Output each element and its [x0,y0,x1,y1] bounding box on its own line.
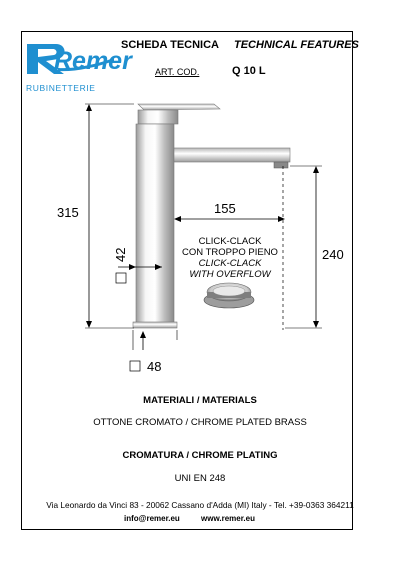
square-symbol-42 [116,273,126,283]
dim-315-label: 315 [57,205,79,220]
aerator [274,162,288,168]
faucet-body [136,124,174,326]
handle-block [138,110,178,124]
title-italian: SCHEDA TECNICA [121,39,219,51]
footer-website[interactable]: www.remer.eu [201,514,255,523]
drain-caption-line1: CLICK-CLACK [198,236,262,247]
drain-plug [204,283,254,308]
article-code-label: ART. COD. [155,67,200,77]
square-symbol-48 [130,361,140,371]
logo-wordmark: Remer [54,47,132,75]
drain-caption-line2: CON TROPPO PIENO [182,247,278,258]
plating-value: UNI EN 248 [174,473,226,484]
drain-caption-line3: CLICK-CLACK [198,258,262,269]
dim-240-label: 240 [322,247,344,262]
handle-lever [138,104,220,110]
faucet-spout [174,148,290,162]
footer-email[interactable]: info@remer.eu [124,514,180,523]
dim-48-label: 48 [147,359,162,374]
drain-caption-line4: WITH OVERFLOW [189,269,271,280]
dim-155-label: 155 [214,201,236,216]
materials-heading: MATERIALI / MATERIALS [143,395,257,406]
title-english: TECHNICAL FEATURES [234,39,359,51]
footer-address: Via Leonardo da Vinci 83 - 20062 Cassano d'Adda (MI) Italy - Tel. +39-0363 364211 [46,500,354,510]
materials-value: OTTONE CROMATO / CHROME PLATED BRASS [93,417,307,428]
drain-caption [178,236,282,280]
faucet-base [133,322,177,328]
logo-subtitle: RUBINETTERIE [26,83,96,93]
dim-42-label: 42 [113,247,128,262]
article-code: Q 10 L [232,65,266,77]
plating-heading: CROMATURA / CHROME PLATING [122,450,278,461]
